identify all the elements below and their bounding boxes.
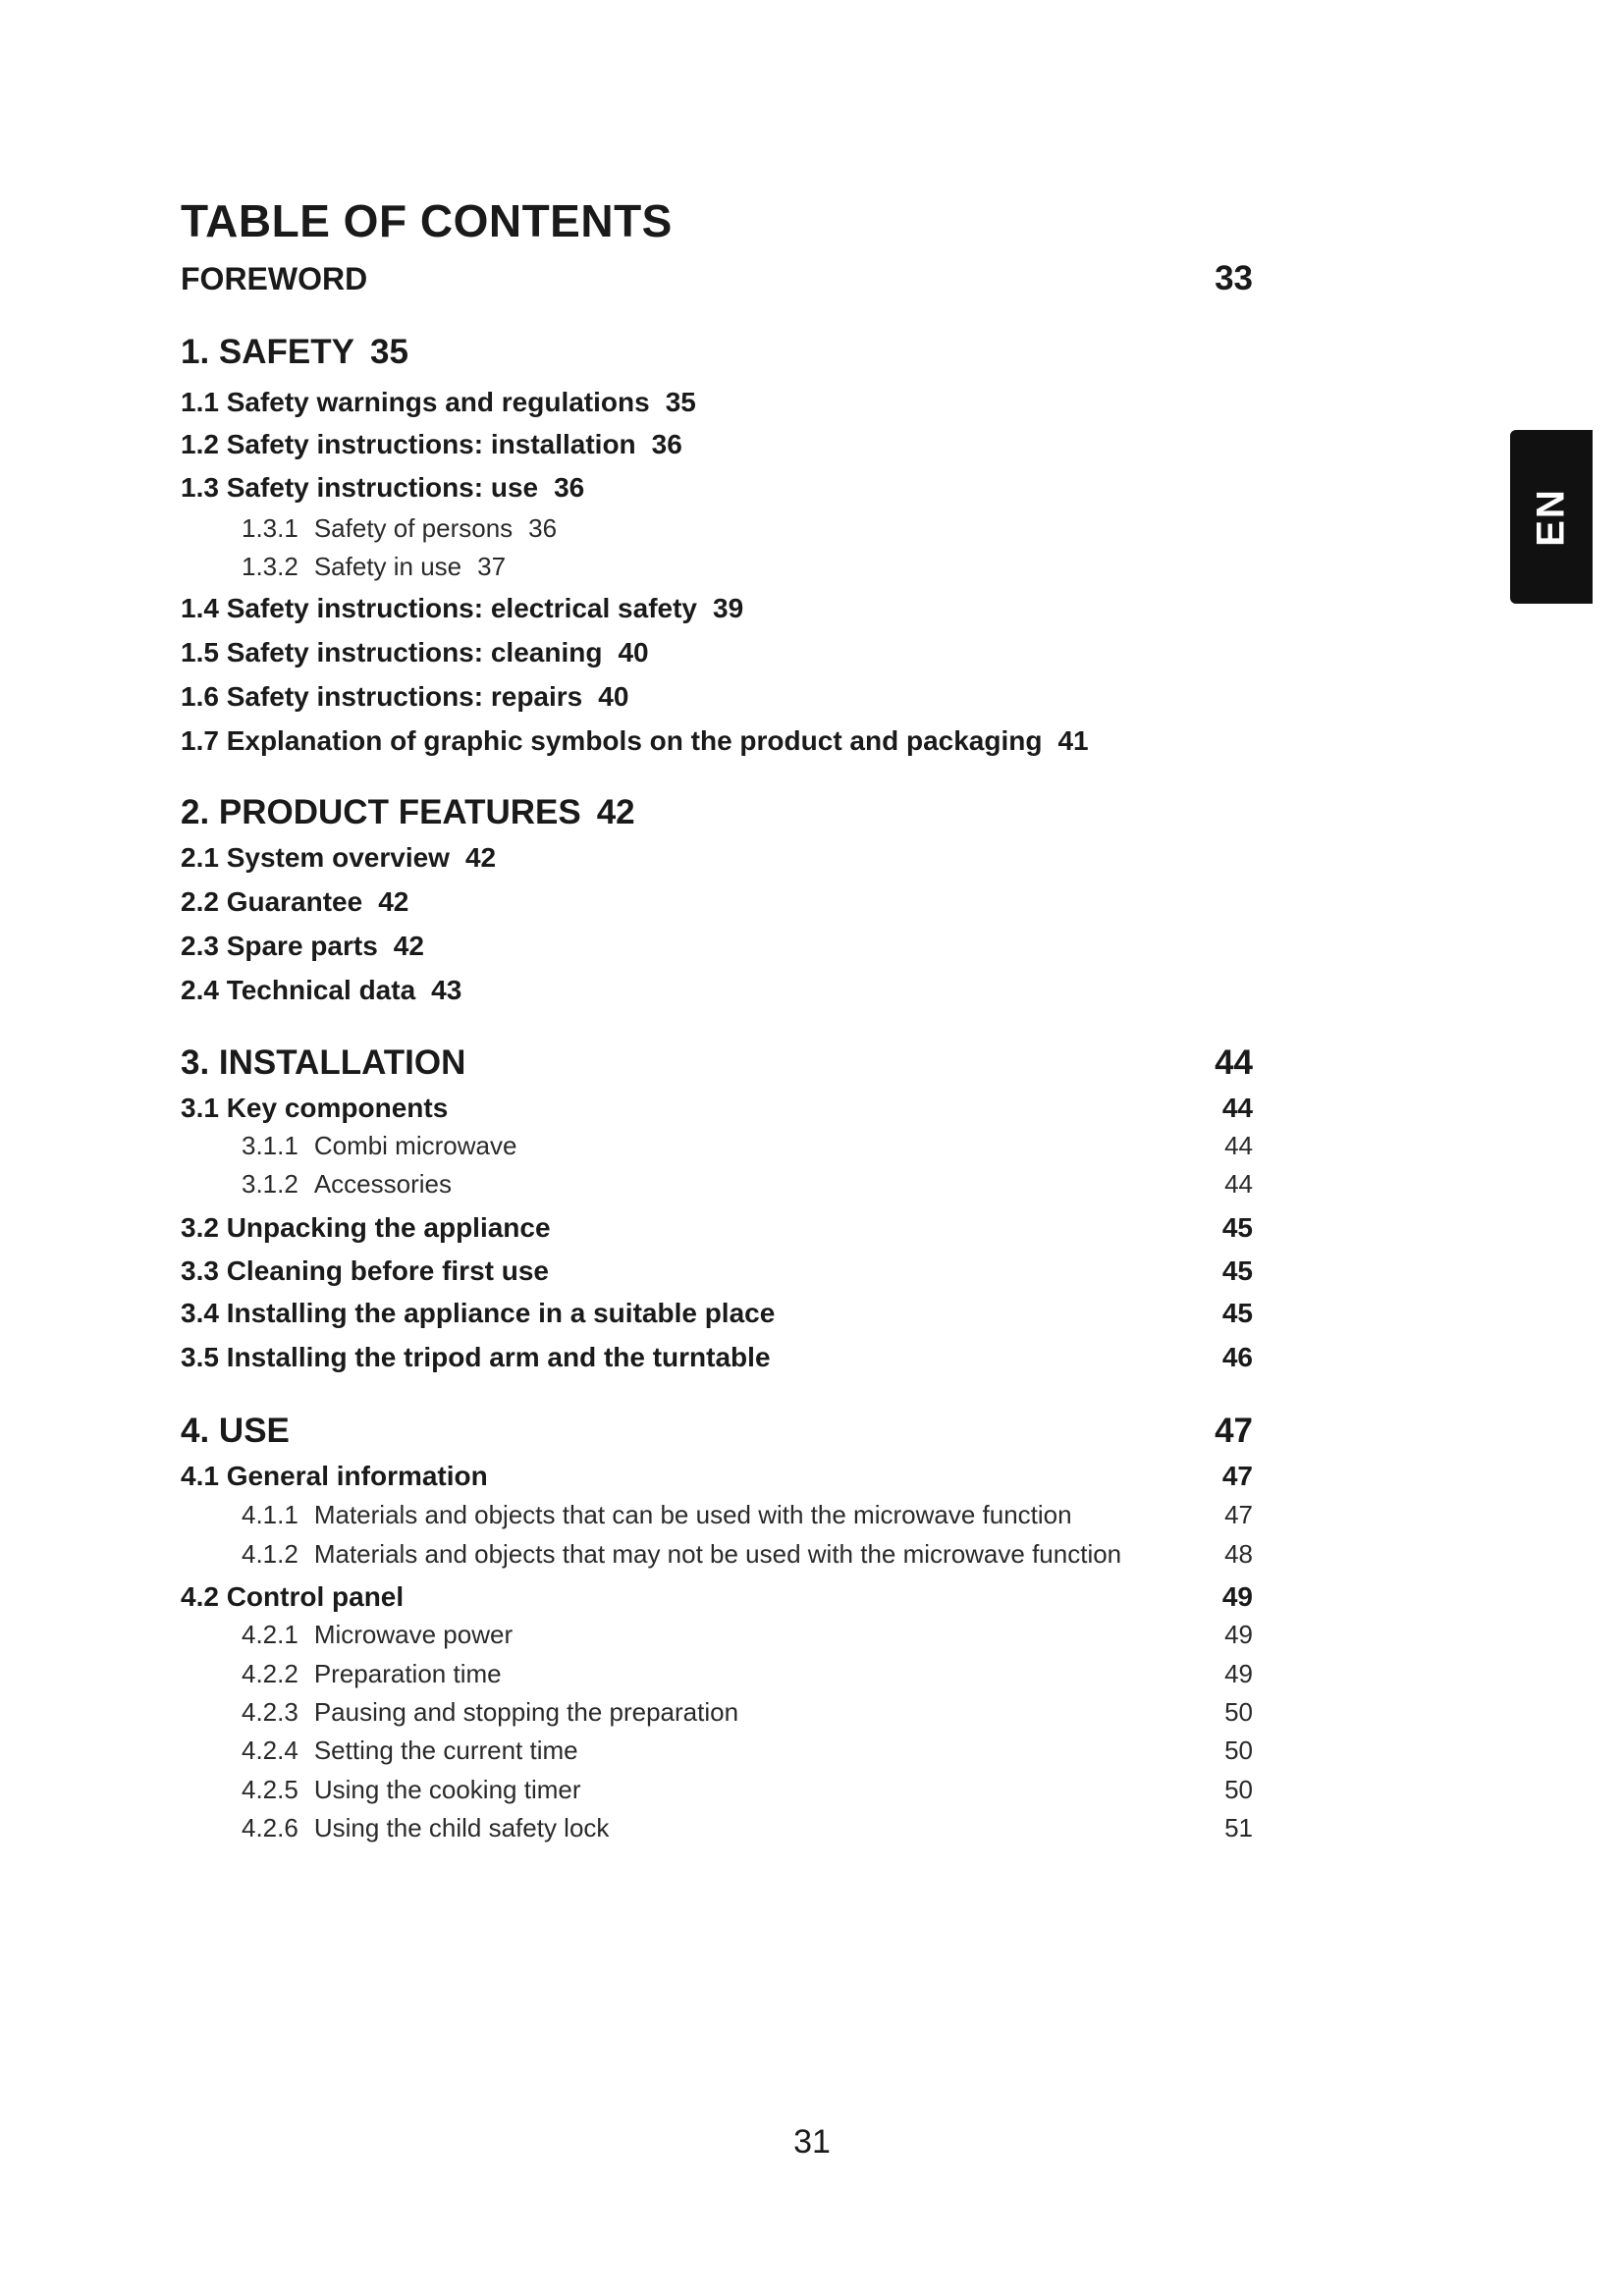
toc-entry-3-2-page: 45 <box>1221 1212 1253 1243</box>
toc-subentry-4-2-1-page: 49 <box>1224 1620 1253 1649</box>
toc-entry-label: 1.4 Safety instructions: electrical safety <box>181 593 697 623</box>
toc-section-use-page: 47 <box>1215 1412 1253 1450</box>
toc-entry-page: 36 <box>554 472 585 503</box>
toc-subentry-label: Preparation time <box>313 1659 502 1688</box>
toc-entry-page: 35 <box>665 387 696 417</box>
toc-entry-3-1[interactable]: 3.1 Key components <box>181 1093 449 1123</box>
language-tab <box>1510 430 1593 604</box>
toc-entry-4-1-page: 47 <box>1221 1461 1253 1491</box>
toc-subentry-num: 1.3.2 <box>242 552 298 581</box>
toc-subentry-3-1-2[interactable] <box>242 1169 452 1200</box>
toc-entry-1-2[interactable] <box>181 429 682 460</box>
toc-entry-page: 40 <box>618 637 649 667</box>
toc-section-use[interactable]: 4. USE <box>181 1412 290 1450</box>
toc-entry-page: 40 <box>598 681 629 712</box>
toc-subentry-4-2-2-page: 49 <box>1224 1659 1253 1688</box>
toc-entry-label: 2.3 Spare parts <box>181 931 378 961</box>
toc-entry-label: 1.6 Safety instructions: repairs <box>181 681 583 712</box>
toc-subentry-4-2-5-page: 50 <box>1224 1775 1253 1804</box>
toc-subentry-label: Using the cooking timer <box>313 1775 581 1804</box>
toc-subentry-4-1-1-page: 47 <box>1224 1500 1253 1529</box>
toc-subentry-label: Setting the current time <box>313 1735 578 1765</box>
toc-section-label: 2. PRODUCT FEATURES <box>181 793 581 831</box>
toc-entry-label: 2.2 Guarantee <box>181 886 363 917</box>
toc-subentry-num: 4.2.4 <box>242 1735 298 1765</box>
toc-entry-4-2[interactable]: 4.2 Control panel <box>181 1581 405 1612</box>
toc-subentry-4-2-6-page: 51 <box>1224 1813 1253 1842</box>
toc-section-label: 1. SAFETY <box>181 333 354 371</box>
toc-entry-3-2[interactable]: 3.2 Unpacking the appliance <box>181 1212 551 1243</box>
toc-entry-3-3-page: 45 <box>1221 1255 1253 1286</box>
toc-section-product-features[interactable] <box>181 793 635 832</box>
toc-subentry-num: 4.2.1 <box>242 1620 298 1649</box>
toc-entry-page: 42 <box>464 842 497 873</box>
toc-subentry-num: 3.1.1 <box>242 1131 298 1160</box>
toc-section-installation[interactable]: 3. INSTALLATION <box>181 1043 466 1082</box>
toc-subentry-label: Safety of persons <box>313 513 514 543</box>
toc-entry-3-3[interactable]: 3.3 Cleaning before first use <box>181 1255 549 1286</box>
toc-entry-4-1[interactable]: 4.1 General information <box>181 1461 488 1491</box>
toc-subentry-4-1-1[interactable] <box>242 1500 1072 1530</box>
toc-entry-1-5[interactable] <box>181 637 649 668</box>
toc-entry-page: 36 <box>651 429 682 459</box>
toc-section-page: 42 <box>596 793 635 831</box>
toc-entry-3-4[interactable]: 3.4 Installing the appliance in a suitable place <box>181 1298 776 1328</box>
toc-entry-page: 39 <box>713 593 744 623</box>
toc-entry-2-1[interactable] <box>181 842 496 874</box>
toc-subentry-label: Accessories <box>313 1169 452 1199</box>
toc-subentry-num: 4.2.6 <box>242 1813 298 1842</box>
toc-entry-1-4[interactable] <box>181 593 743 624</box>
toc-subentry-4-1-2-page: 48 <box>1224 1539 1253 1569</box>
toc-subentry-3-1-1[interactable] <box>242 1131 516 1161</box>
toc-subentry-page: 36 <box>528 513 558 543</box>
toc-subentry-label: Materials and objects that may not be used with the microwave function <box>313 1539 1122 1569</box>
toc-subentry-num: 4.2.5 <box>242 1775 298 1804</box>
toc-subentry-4-2-4-page: 50 <box>1224 1735 1253 1765</box>
toc-subentry-num: 3.1.2 <box>242 1169 298 1199</box>
toc-subentry-4-2-3[interactable] <box>242 1697 738 1728</box>
toc-subentry-label: Microwave power <box>313 1620 514 1649</box>
toc-entry-3-5[interactable]: 3.5 Installing the tripod arm and the turntable <box>181 1342 771 1372</box>
toc-subentry-3-1-1-page: 44 <box>1224 1131 1253 1160</box>
toc-entry-1-6[interactable] <box>181 681 628 713</box>
toc-entry-page: 41 <box>1057 725 1089 756</box>
toc-entry-2-3[interactable] <box>181 931 424 962</box>
toc-entry-page: 43 <box>431 975 462 1005</box>
toc-entry-label: 2.4 Technical data <box>181 975 416 1005</box>
language-tab-label: EN <box>1529 487 1573 547</box>
toc-entry-label: 1.2 Safety instructions: installation <box>181 429 636 459</box>
toc-subentry-3-1-2-page: 44 <box>1224 1169 1253 1199</box>
toc-entry-3-4-page: 45 <box>1221 1298 1253 1328</box>
toc-section-installation-page: 44 <box>1215 1043 1253 1082</box>
toc-subentry-num: 4.2.3 <box>242 1697 298 1727</box>
toc-entry-3-1-page: 44 <box>1221 1093 1253 1123</box>
toc-entry-page: 42 <box>378 886 409 917</box>
toc-entry-1-7[interactable] <box>181 725 1089 757</box>
toc-entry-1-1[interactable] <box>181 387 696 418</box>
toc-subentry-num: 4.1.2 <box>242 1539 298 1569</box>
toc-subentry-num: 1.3.1 <box>242 513 298 543</box>
toc-subentry-4-2-4[interactable] <box>242 1735 578 1766</box>
toc-entry-label: 1.7 Explanation of graphic symbols on the product and packaging <box>181 725 1043 756</box>
page-number: 31 <box>793 2123 831 2161</box>
toc-entry-label: 2.1 System overview <box>181 842 450 873</box>
toc-section-safety[interactable] <box>181 333 408 372</box>
toc-subentry-4-2-6[interactable] <box>242 1813 609 1843</box>
toc-subentry-label: Combi microwave <box>313 1131 517 1160</box>
toc-entry-1-3[interactable] <box>181 472 584 504</box>
toc-subentry-1-3-2[interactable] <box>242 552 506 582</box>
toc-subentry-num: 4.2.2 <box>242 1659 298 1688</box>
toc-subentry-num: 4.1.1 <box>242 1500 298 1529</box>
toc-entry-4-2-page: 49 <box>1221 1581 1253 1612</box>
toc-subentry-1-3-1[interactable] <box>242 513 557 544</box>
toc-subentry-4-2-5[interactable] <box>242 1775 581 1805</box>
toc-subentry-label: Safety in use <box>313 552 462 581</box>
toc-subentry-page: 37 <box>477 552 507 581</box>
page-title: TABLE OF CONTENTS <box>181 195 673 246</box>
toc-foreword-page: 33 <box>1215 259 1253 297</box>
toc-foreword-label[interactable]: FOREWORD <box>181 261 368 296</box>
toc-subentry-label: Materials and objects that can be used with the microwave function <box>313 1500 1072 1529</box>
toc-subentry-4-2-1[interactable] <box>242 1620 513 1650</box>
toc-entry-2-4[interactable] <box>181 975 461 1006</box>
toc-entry-2-2[interactable] <box>181 886 408 918</box>
toc-subentry-4-2-2[interactable] <box>242 1659 502 1689</box>
toc-entry-label: 1.5 Safety instructions: cleaning <box>181 637 603 667</box>
toc-subentry-label: Using the child safety lock <box>313 1813 610 1842</box>
toc-entry-3-5-page: 46 <box>1221 1342 1253 1372</box>
toc-entry-page: 42 <box>393 931 424 961</box>
toc-subentry-4-2-3-page: 50 <box>1224 1697 1253 1727</box>
toc-subentry-4-1-2[interactable] <box>242 1539 1121 1570</box>
toc-section-page: 35 <box>369 333 408 371</box>
toc-entry-label: 1.1 Safety warnings and regulations <box>181 387 650 417</box>
toc-entry-label: 1.3 Safety instructions: use <box>181 472 539 503</box>
toc-subentry-label: Pausing and stopping the preparation <box>313 1697 739 1727</box>
